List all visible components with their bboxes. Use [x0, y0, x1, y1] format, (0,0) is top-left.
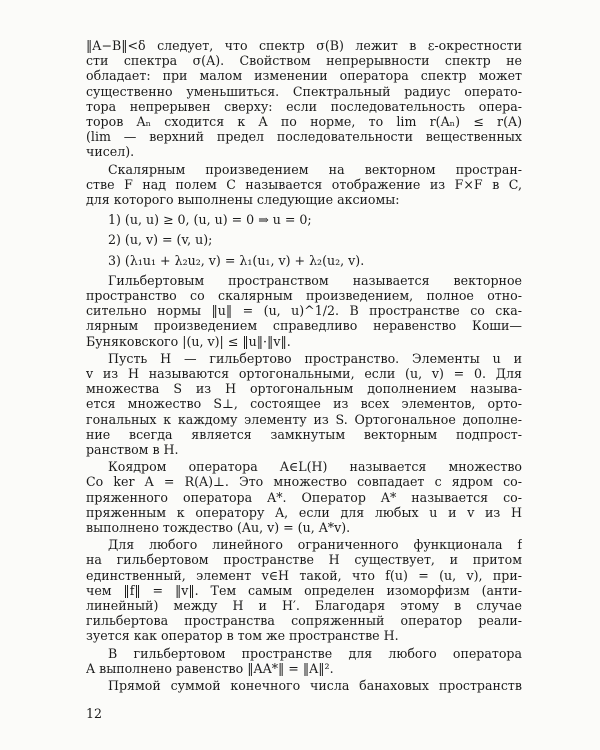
text-line: v из H называются ортогональными, если (u, v) = 0. Для: [86, 366, 522, 381]
text-line: на гильбертовом пространстве H существует, и притом: [86, 552, 522, 568]
text-line: чем ‖f‖ = ‖v‖. Тем самым определен изоморфизм (анти-: [86, 582, 522, 598]
text-line: лярным произведением справедливо неравенство Коши—: [86, 318, 522, 334]
text-line: пряженного оператора A*. Оператор A* называется со-: [86, 489, 522, 505]
text-line: стве F над полем C называется отображение из F×F в C,: [86, 176, 522, 192]
axiom-3: 3) (λ₁u₁ + λ₂u₂, v) = λ₁(u₁, v) + λ₂(u₂, v).: [108, 252, 365, 268]
text-line: множества S из H ортогональным дополнением называ-: [86, 381, 522, 397]
text-line: гильбертова пространства сопряженный оператор реали-: [86, 613, 522, 629]
text-line: ранством в H.: [86, 442, 179, 457]
text-line: Буняковского |(u, v)| ≤ ‖u‖·‖v‖.: [86, 333, 291, 349]
book-page: [86, 0, 522, 750]
text-line: Для любого линейного ограниченного функционала f: [108, 537, 522, 553]
text-line: сти спектра σ(A). Свойством непрерывности спектр не: [86, 53, 522, 69]
text-line: выполнено тождество (Au, v) = (u, A*v).: [86, 520, 351, 535]
text-line: торов Aₙ сходится к A по норме, то lim r(Aₙ) ≤ r(A): [86, 114, 522, 129]
text-line: Скалярным произведением на векторном простран-: [108, 161, 522, 177]
text-line: чисел).: [86, 144, 135, 160]
text-line: существенно уменьшиться. Спектральный радиус операто-: [86, 83, 522, 99]
text-line: зуется как оператор в том же пространстве H.: [86, 628, 399, 644]
text-line: В гильбертовом пространстве для любого оператора: [108, 645, 522, 661]
text-line: (lim — верхний предел последовательности вещественных: [86, 129, 522, 145]
text-line: ‖A−B‖<δ следует, что спектр σ(B) лежит в ε-окрестности: [86, 38, 522, 53]
text-line: обладает: при малом изменении оператора спектр может: [86, 68, 522, 84]
text-line: Коядром оператора A∈L(H) называется множество: [108, 459, 522, 475]
page-number: 12: [86, 706, 103, 722]
text-line: пряженным к оператору A, если для любых u и v из H: [86, 504, 522, 520]
text-line: Прямой суммой конечного числа банаховых пространств: [108, 678, 522, 693]
text-line: сительно нормы ‖u‖ = (u, u)^1/2. В пространстве со ска-: [86, 303, 522, 319]
axiom-1: 1) (u, u) ≥ 0, (u, u) = 0 ⇒ u = 0;: [108, 212, 312, 228]
text-line: Co ker A = R(A)⊥. Это множество совпадает с ядром со-: [86, 474, 522, 490]
text-line: Пусть H — гильбертово пространство. Элементы u и: [108, 350, 522, 366]
text-line: ется множество S⊥, состоящее из всех элементов, орто-: [86, 396, 522, 412]
text-line: A выполнено равенство ‖AA*‖ = ‖A‖².: [86, 660, 334, 676]
text-line: тора непрерывен сверху: если последовательность опера-: [86, 98, 522, 114]
text-line: Гильбертовым пространством называется векторное: [108, 272, 522, 288]
text-line: для которого выполнены следующие аксиомы:: [86, 192, 400, 207]
text-line: единственный, элемент v∈H такой, что f(u) = (u, v), при-: [86, 567, 522, 583]
text-line: линейный) между H и H′. Благодаря этому в случае: [86, 598, 522, 613]
text-line: ние всегда является замкнутым векторным подпрост-: [86, 426, 522, 442]
text-line: гональных к каждому элементу из S. Ортогональное дополне-: [86, 411, 522, 427]
axiom-2: 2) (u, v) = (v, u);: [108, 232, 213, 248]
text-line: пространство со скалярным произведением, полное отно-: [86, 288, 522, 303]
